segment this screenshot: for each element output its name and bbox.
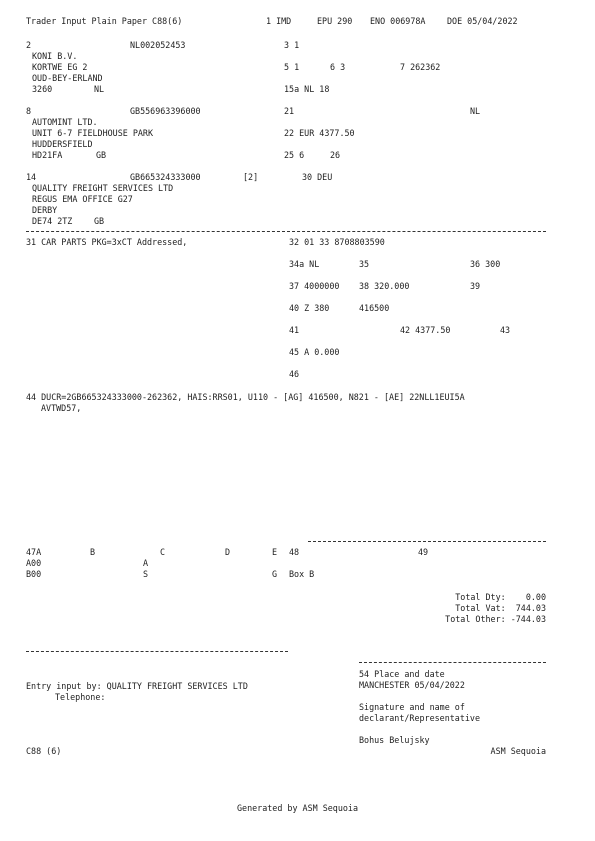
box14-postcode: DE74 2TZ	[32, 216, 73, 226]
declarant-name: Bohus Belujsky	[359, 735, 430, 745]
box47-header-d: D	[225, 547, 231, 557]
box42-item-price: 42 4377.50	[400, 325, 451, 335]
box14-street: REGUS EMA OFFICE G27	[32, 194, 133, 204]
box47-header-e: E	[272, 547, 278, 557]
box32-commodity-code: 32 01 33 8708803590	[289, 237, 385, 247]
software-name: ASM Sequoia	[490, 746, 546, 756]
box8-country: GB	[96, 150, 107, 160]
box8-number: 8	[26, 106, 32, 116]
box2-postcode: 3260	[32, 84, 53, 94]
box48-deferred-payment: 48	[289, 547, 300, 557]
telephone-label: Telephone:	[55, 692, 106, 702]
box7-reference: 7 262362	[400, 62, 441, 72]
box46-statistical-value: 46	[289, 369, 300, 379]
box14-rep-status: [2]	[243, 172, 259, 182]
box47-header-c: C	[160, 547, 166, 557]
box49-warehouse: 49	[418, 547, 429, 557]
document-title: Trader Input Plain Paper C88(6)	[26, 16, 183, 26]
box8-street: UNIT 6-7 FIELDHOUSE PARK	[32, 128, 154, 138]
box54-place-date: MANCHESTER 05/04/2022	[359, 680, 465, 690]
box2-name: KONI B.V.	[32, 51, 78, 61]
box25-transport-mode: 25 6	[284, 150, 305, 160]
form-code: C88 (6)	[26, 746, 62, 756]
box15a-dispatch-country: 15a NL 18	[284, 84, 330, 94]
box44-additional-info-continued: AVTWD57,	[41, 403, 82, 413]
entry-input-by: Entry input by: QUALITY FREIGHT SERVICES LTD	[26, 681, 248, 691]
box37-procedure: 37 4000000	[289, 281, 340, 291]
box2-eori: NL002052453	[130, 40, 186, 50]
box8-postcode: HD21FA	[32, 150, 63, 160]
doe-field: DOE 05/04/2022	[447, 16, 518, 26]
box40-previous-document: 40 Z 380	[289, 303, 330, 313]
box2-number: 2	[26, 40, 32, 50]
box3-forms: 3 1	[284, 40, 300, 50]
box2-city: OUD-BEY-ERLAND	[32, 73, 103, 83]
epu-field: EPU 290	[317, 16, 353, 26]
box47-row-code: A00	[26, 558, 42, 568]
box39-quota: 39	[470, 281, 481, 291]
total-duty: Total Dty: 0.00	[455, 592, 546, 602]
box22-currency-amount: 22 EUR 4377.50	[284, 128, 355, 138]
signature-label-line1: Signature and name of	[359, 702, 465, 712]
box34a-origin: 34a NL	[289, 259, 320, 269]
box8-eori: GB556963396000	[130, 106, 201, 116]
box44-additional-info: 44 DUCR=2GB665324333000-262362, HAIS:RRS01, U110 - [AG] 416500, N821 - [AE] 22NLL1EUI5A	[26, 392, 465, 402]
box-b-label: Box B	[289, 569, 315, 579]
box2-street: KORTWE EG 2	[32, 62, 88, 72]
generated-by-footer: Generated by ASM Sequoia	[236, 803, 358, 813]
box35-gross-mass: 35	[359, 259, 370, 269]
box14-name: QUALITY FREIGHT SERVICES LTD	[32, 183, 174, 193]
box21-transport: 21	[284, 106, 295, 116]
separator-rule	[26, 231, 546, 232]
box6-packages: 6 3	[330, 62, 346, 72]
total-vat: Total Vat: 744.03	[455, 603, 546, 613]
box26-inland-mode: 26	[330, 150, 341, 160]
separator-rule	[359, 662, 546, 663]
separator-rule	[26, 651, 288, 652]
box47-header-b: B	[90, 547, 96, 557]
box14-eori: GB665324333000	[130, 172, 201, 182]
box47-row-value: S	[143, 569, 149, 579]
box14-number: 14	[26, 172, 37, 182]
box38-net-mass: 38 320.000	[359, 281, 410, 291]
box14-city: DERBY	[32, 205, 58, 215]
box47-row-value: A	[143, 558, 149, 568]
box31-description: 31 CAR PARTS PKG=3xCT Addressed,	[26, 237, 188, 247]
separator-rule	[308, 541, 546, 542]
box14-country: GB	[94, 216, 105, 226]
box43-valuation-method: 43	[500, 325, 511, 335]
box8-name: AUTOMINT LTD.	[32, 117, 98, 127]
eno-field: ENO 006978A	[370, 16, 426, 26]
signature-label-line2: declarant/Representative	[359, 713, 481, 723]
imd-field: 1 IMD	[266, 16, 292, 26]
box41-supplementary-units: 41	[289, 325, 300, 335]
box54-label: 54 Place and date	[359, 669, 445, 679]
box8-city: HUDDERSFIELD	[32, 139, 93, 149]
box5-items: 5 1	[284, 62, 300, 72]
total-other: Total Other: -744.03	[445, 614, 546, 624]
box30-goods-location: 30 DEU	[302, 172, 333, 182]
box47-header-type: 47A	[26, 547, 42, 557]
box45-adjustment: 45 A 0.000	[289, 347, 340, 357]
box40-reference: 416500	[359, 303, 390, 313]
box36-preference: 36 300	[470, 259, 501, 269]
box47-row-code: B00	[26, 569, 42, 579]
box21-country: NL	[470, 106, 481, 116]
box47-row-method: G	[272, 569, 278, 579]
box2-country: NL	[94, 84, 105, 94]
